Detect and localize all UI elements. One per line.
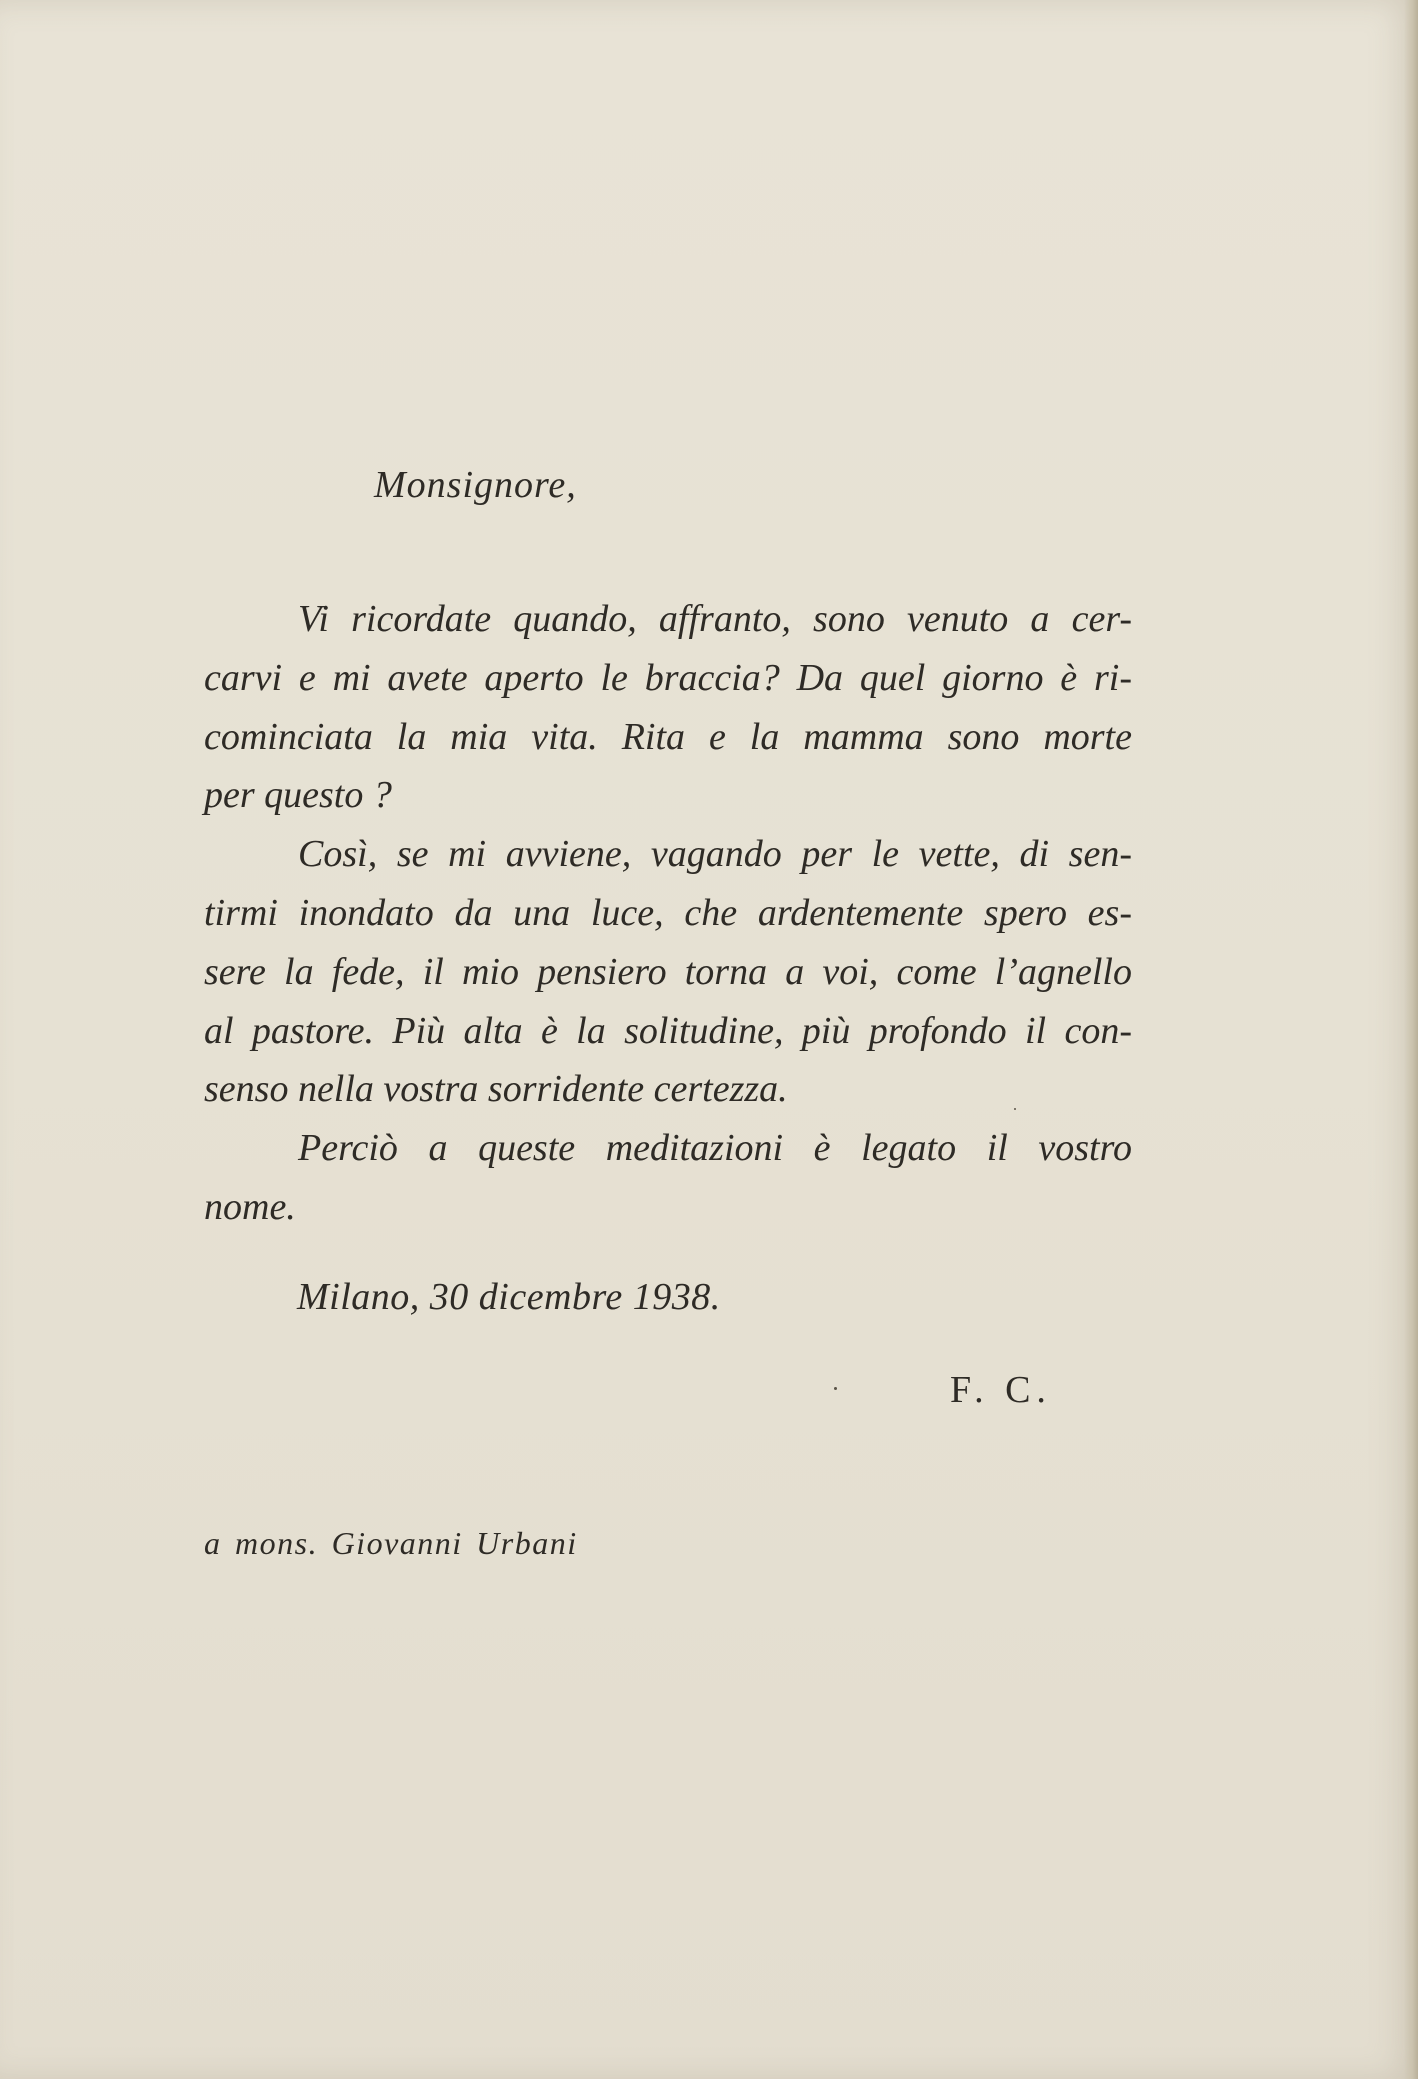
letter-body (204, 590, 1132, 1237)
signature-initials: F. C. (950, 1369, 1052, 1411)
body-line: carvi e mi avete aperto le braccia? Da quel giorno è ri- (204, 656, 1132, 699)
body-line: Vi ricordate quando, affranto, sono venuto a cer- (298, 598, 1132, 640)
body-line: cominciata la mia vita. Rita e la mamma sono morte (204, 715, 1132, 758)
body-line: senso nella vostra sorridente certezza. (204, 1068, 788, 1111)
body-line: sere la fede, il mio pensiero torna a voi, come l’agnello (204, 950, 1132, 993)
body-line: Perciò a queste meditazioni è legato il vostro (298, 1127, 1132, 1170)
body-line: al pastore. Più alta è la solitudine, più profondo il con- (204, 1009, 1132, 1052)
body-line: per questo ? (204, 774, 392, 817)
body-line: nome. (204, 1185, 296, 1228)
paper-speck (1014, 1108, 1016, 1110)
body-line: tirmi inondato da una luce, che ardentemente spero es- (204, 891, 1132, 934)
paper-speck (834, 1387, 837, 1390)
body-line: Così, se mi avviene, vagando per le vette, di sen- (298, 833, 1132, 876)
salutation: Monsignore, (374, 464, 577, 506)
dedication: a mons. Giovanni Urbani (204, 1525, 578, 1561)
dateline: Milano, 30 dicembre 1938. (297, 1276, 721, 1318)
page-edge-shadow (1404, 0, 1418, 2079)
